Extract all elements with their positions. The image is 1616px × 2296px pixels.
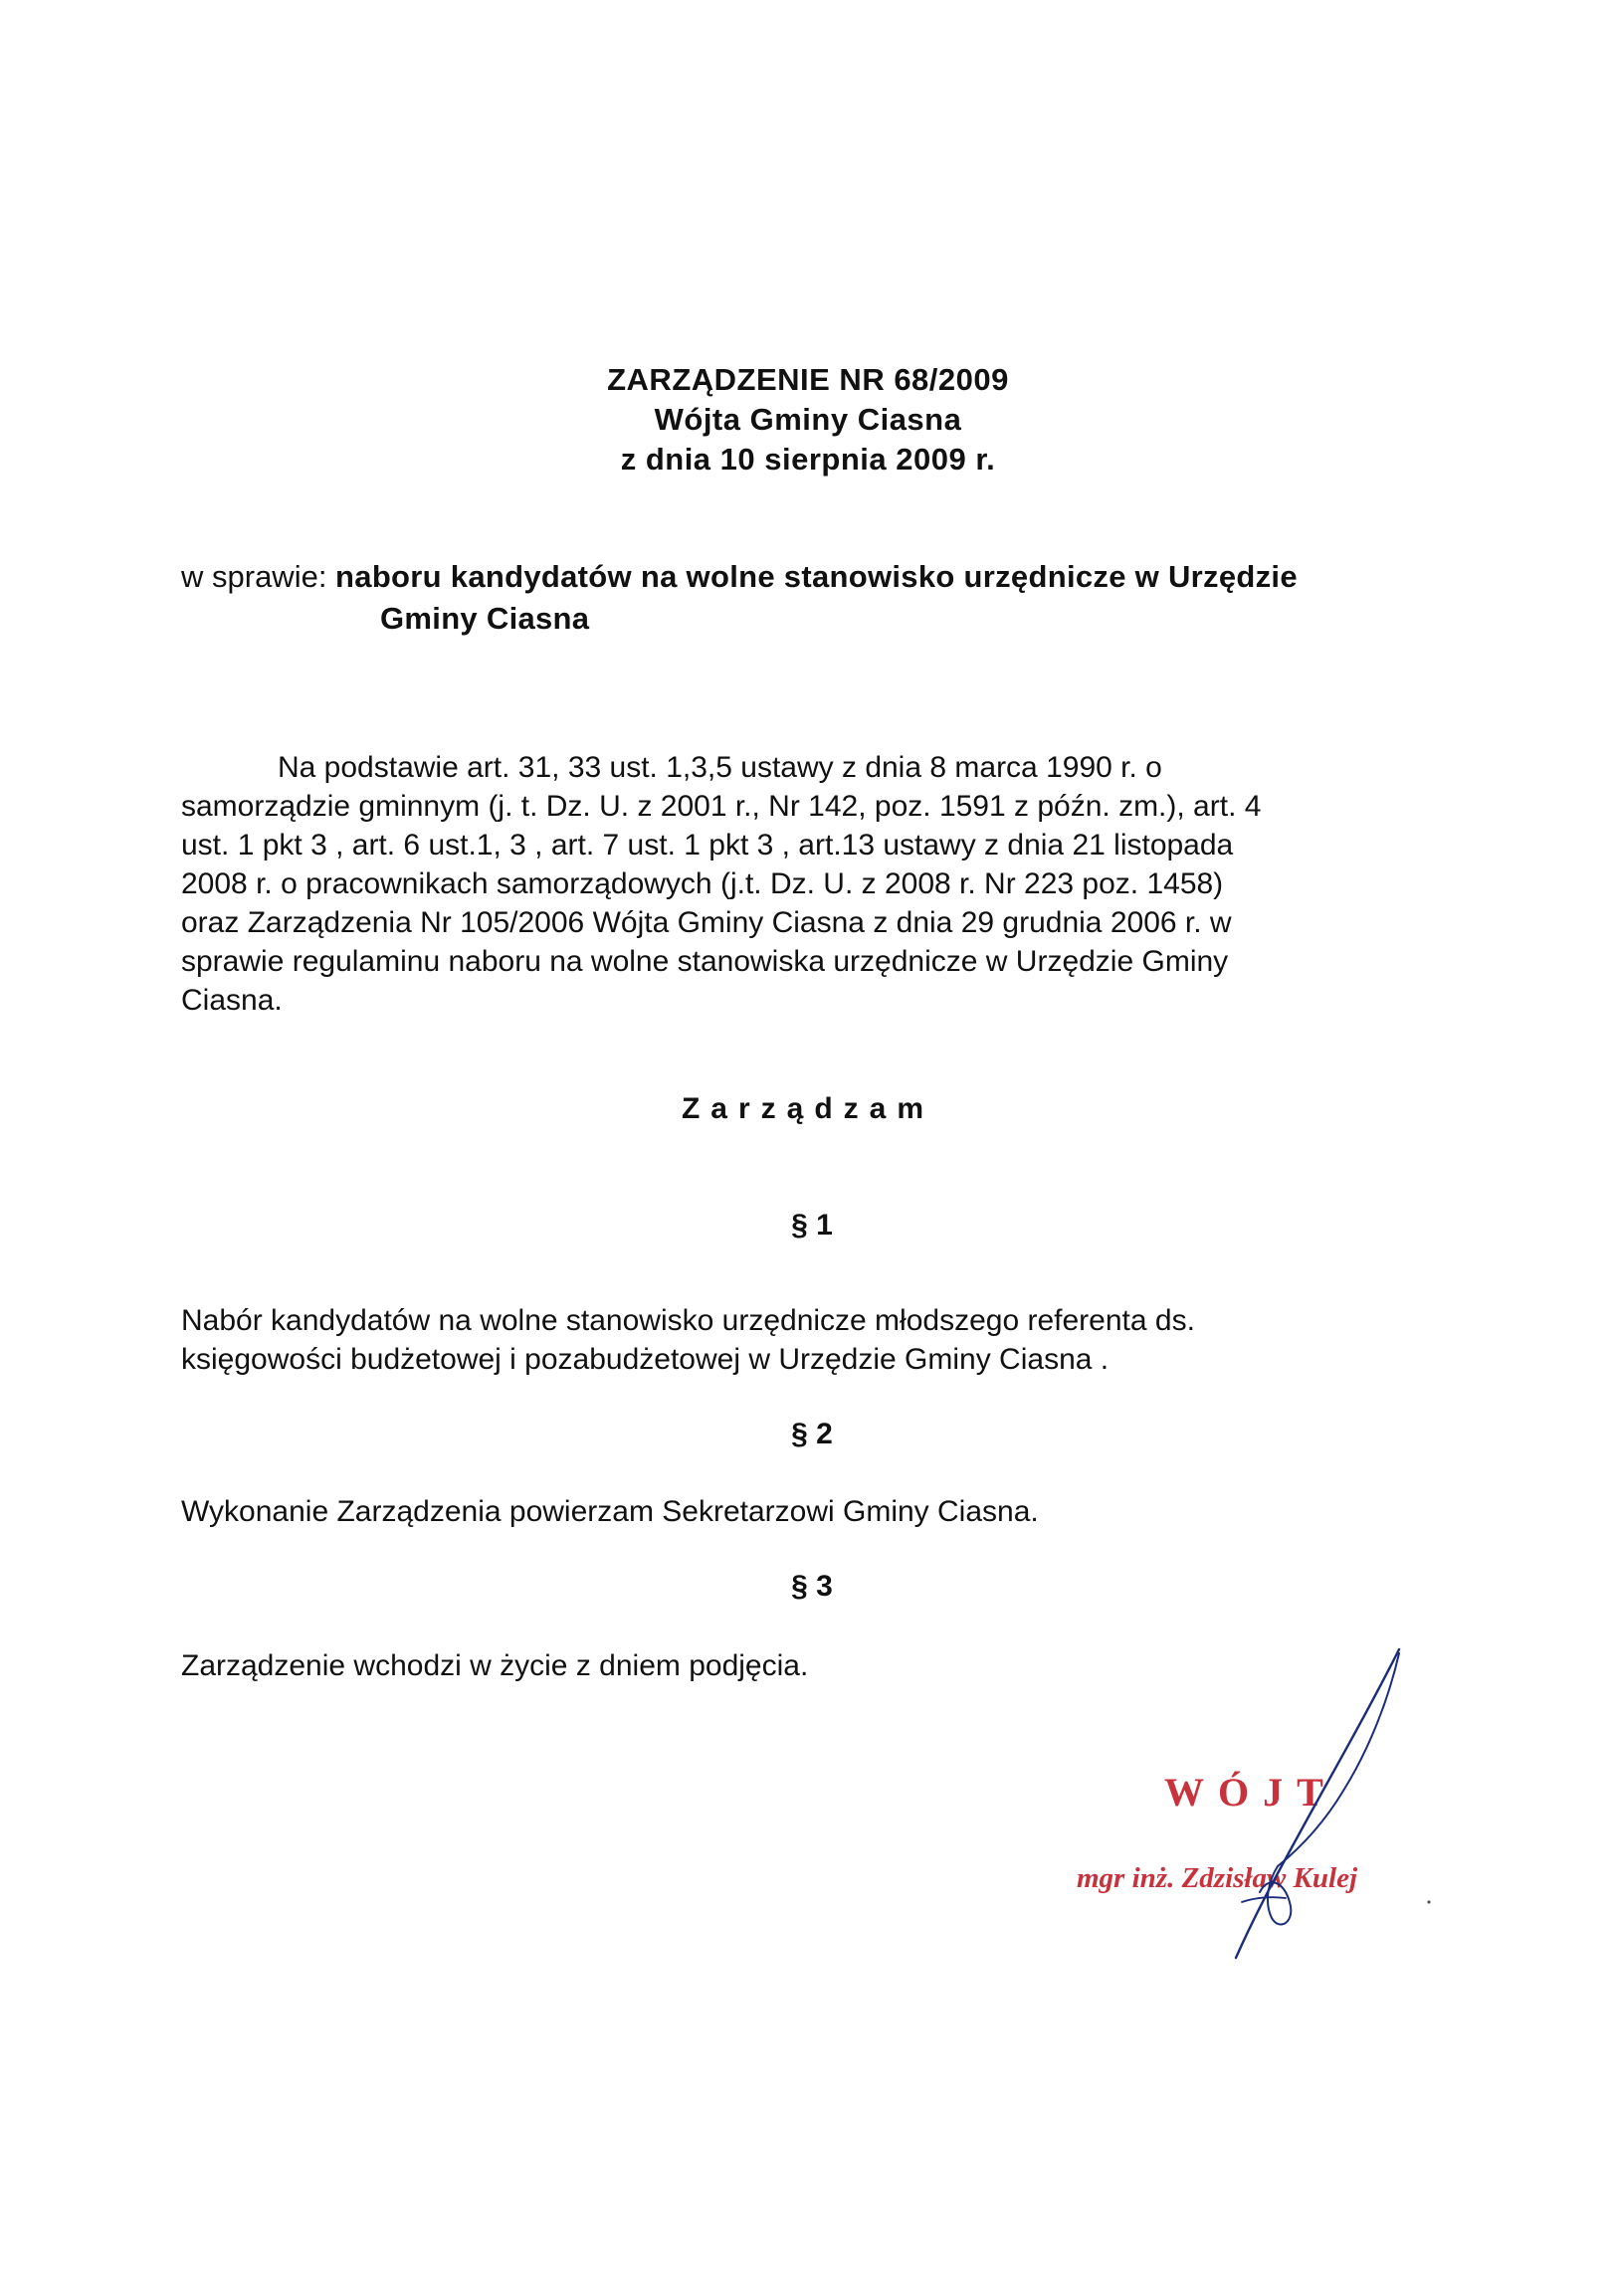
subject-topic-line1: naboru kandydatów na wolne stanowisko urzędnicze w Urzędzie [335,559,1298,594]
issuer: Wójta Gminy Ciasna [654,402,962,437]
ordinance-number: ZARZĄDZENIE NR 68/2009 [607,362,1009,397]
paragraph-line: Wykonanie Zarządzenia powierzam Sekretarzowi Gminy Ciasna. [181,1495,1039,1528]
paragraph-mark-2: § 2 [791,1418,833,1450]
paragraph-mark-1: § 1 [791,1209,833,1242]
paragraph-2-text [181,1492,1415,1531]
legal-basis-line: Ciasna. [181,984,283,1017]
legal-basis-line: ust. 1 pkt 3 , art. 6 ust.1, 3 , art. 7 ust. 1 pkt 3 , art.13 ustawy z dnia 21 listopada [181,829,1234,861]
official-stamp [1065,1641,1443,1960]
subject-label: w sprawie: [181,559,336,594]
paragraph-line: księgowości budżetowej i pozabudżetowej w Urzędzie Gminy Ciasna . [181,1343,1110,1376]
legal-basis-line: 2008 r. o pracownikach samorządowych (j.t. Dz. U. z 2008 r. Nr 223 poz. 1458) [181,867,1224,900]
legal-basis-line: oraz Zarządzenia Nr 105/2006 Wójta Gminy Ciasna z dnia 29 grudnia 2006 r. w [181,906,1232,939]
legal-basis-line: Na podstawie art. 31, 33 ust. 1,3,5 ustawy z dnia 8 marca 1990 r. o [278,751,1162,784]
stamp-title: WÓJT [1164,1770,1337,1815]
handwritten-signature [1065,1641,1443,1960]
paragraph-line: Nabór kandydatów na wolne stanowisko urzędnicze młodszego referenta ds. [181,1304,1195,1337]
subject-section [181,556,1415,640]
paragraph-1-text [181,1301,1415,1379]
legal-basis-line: sprawie regulaminu naboru na wolne stanowiska urzędnicze w Urzędzie Gminy [181,945,1229,978]
document-header [0,360,1616,479]
legal-basis-line: samorządzie gminnym (j. t. Dz. U. z 2001 r., Nr 142, poz. 1591 z późn. zm.), art. 4 [181,790,1262,823]
legal-basis [181,748,1400,1020]
subject-topic-line2: Gminy Ciasna [380,601,590,636]
order-heading: Zarządzam [681,1092,935,1125]
paragraph-mark-3: § 3 [791,1570,833,1603]
paragraph-line: Zarządzenie wchodzi w życie z dniem podjęcia. [181,1649,809,1682]
issue-date: z dnia 10 sierpnia 2009 r. [620,442,996,477]
stamp-name: mgr inż. Zdzisław Kulej [1077,1862,1358,1894]
